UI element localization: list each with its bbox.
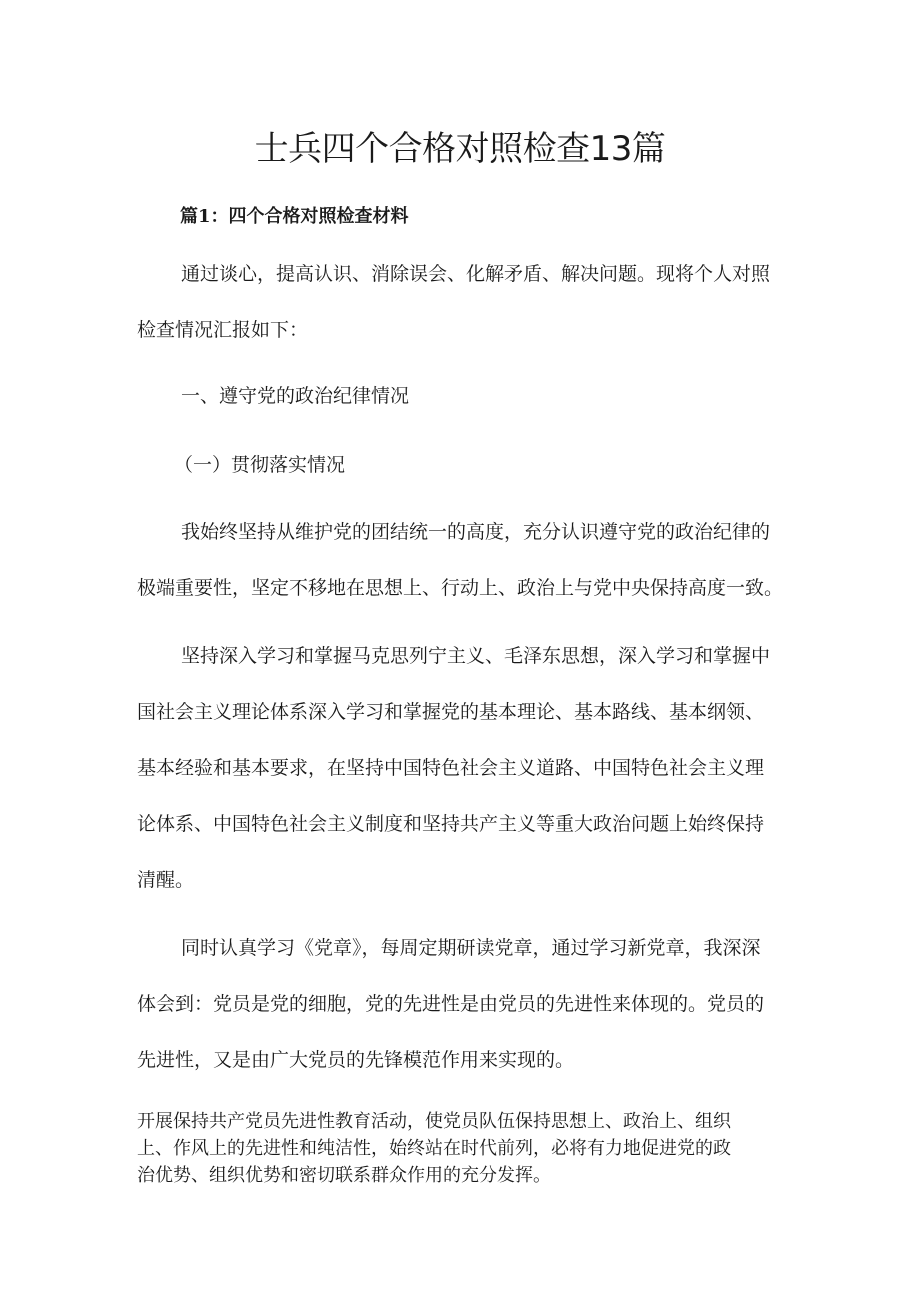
para-3-line-1: 同时认真学习《党章》，每周定期研读党章，通过学习新党章，我深深 xyxy=(181,937,761,959)
para-3-line-3: 先进性，又是由广大党员的先锋模范作用来实现的。 xyxy=(137,1049,575,1071)
document-title: 士兵四个合格对照检查13篇 xyxy=(254,129,666,169)
heading-implementation: （一）贯彻落实情况 xyxy=(174,454,346,476)
para-2-line-2: 国社会主义理论体系深入学习和掌握党的基本理论、基本路线、基本纲领、 xyxy=(137,701,765,723)
para-4-line-3: 治优势、组织优势和密切联系群众作用的充分发挥。 xyxy=(137,1165,551,1186)
para-2-line-1: 坚持深入学习和掌握马克思列宁主义、毛泽东思想，深入学习和掌握中 xyxy=(181,645,771,667)
para-1-line-1: 我始终坚持从维护党的团结统一的高度，充分认识遵守党的政治纪律的 xyxy=(181,521,771,543)
para-3-line-2: 体会到：党员是党的细胞，党的先进性是由党员的先进性来体现的。党员的 xyxy=(137,993,765,1015)
para-4-line-2: 上、作风上的先进性和纯洁性，始终站在时代前列，必将有力地促进党的政 xyxy=(137,1138,731,1159)
para-1-line-2: 极端重要性，坚定不移地在思想上、行动上、政治上与党中央保持高度一致。 xyxy=(137,577,784,599)
section-heading: 篇1：四个合格对照检查材料 xyxy=(180,206,409,227)
para-2-line-5: 清醒。 xyxy=(137,869,195,891)
para-2-line-4: 论体系、中国特色社会主义制度和坚持共产主义等重大政治问题上始终保持 xyxy=(137,813,765,835)
intro-line-1: 通过谈心，提高认识、消除误会、化解矛盾、解决问题。现将个人对照 xyxy=(181,263,771,285)
intro-line-2: 检查情况汇报如下： xyxy=(137,319,309,341)
para-4-line-1: 开展保持共产党员先进性教育活动，使党员队伍保持思想上、政治上、组织 xyxy=(137,1111,731,1132)
heading-political-discipline: 一、遵守党的政治纪律情况 xyxy=(181,385,410,407)
para-2-line-3: 基本经验和基本要求，在坚持中国特色社会主义道路、中国特色社会主义理 xyxy=(137,757,765,779)
